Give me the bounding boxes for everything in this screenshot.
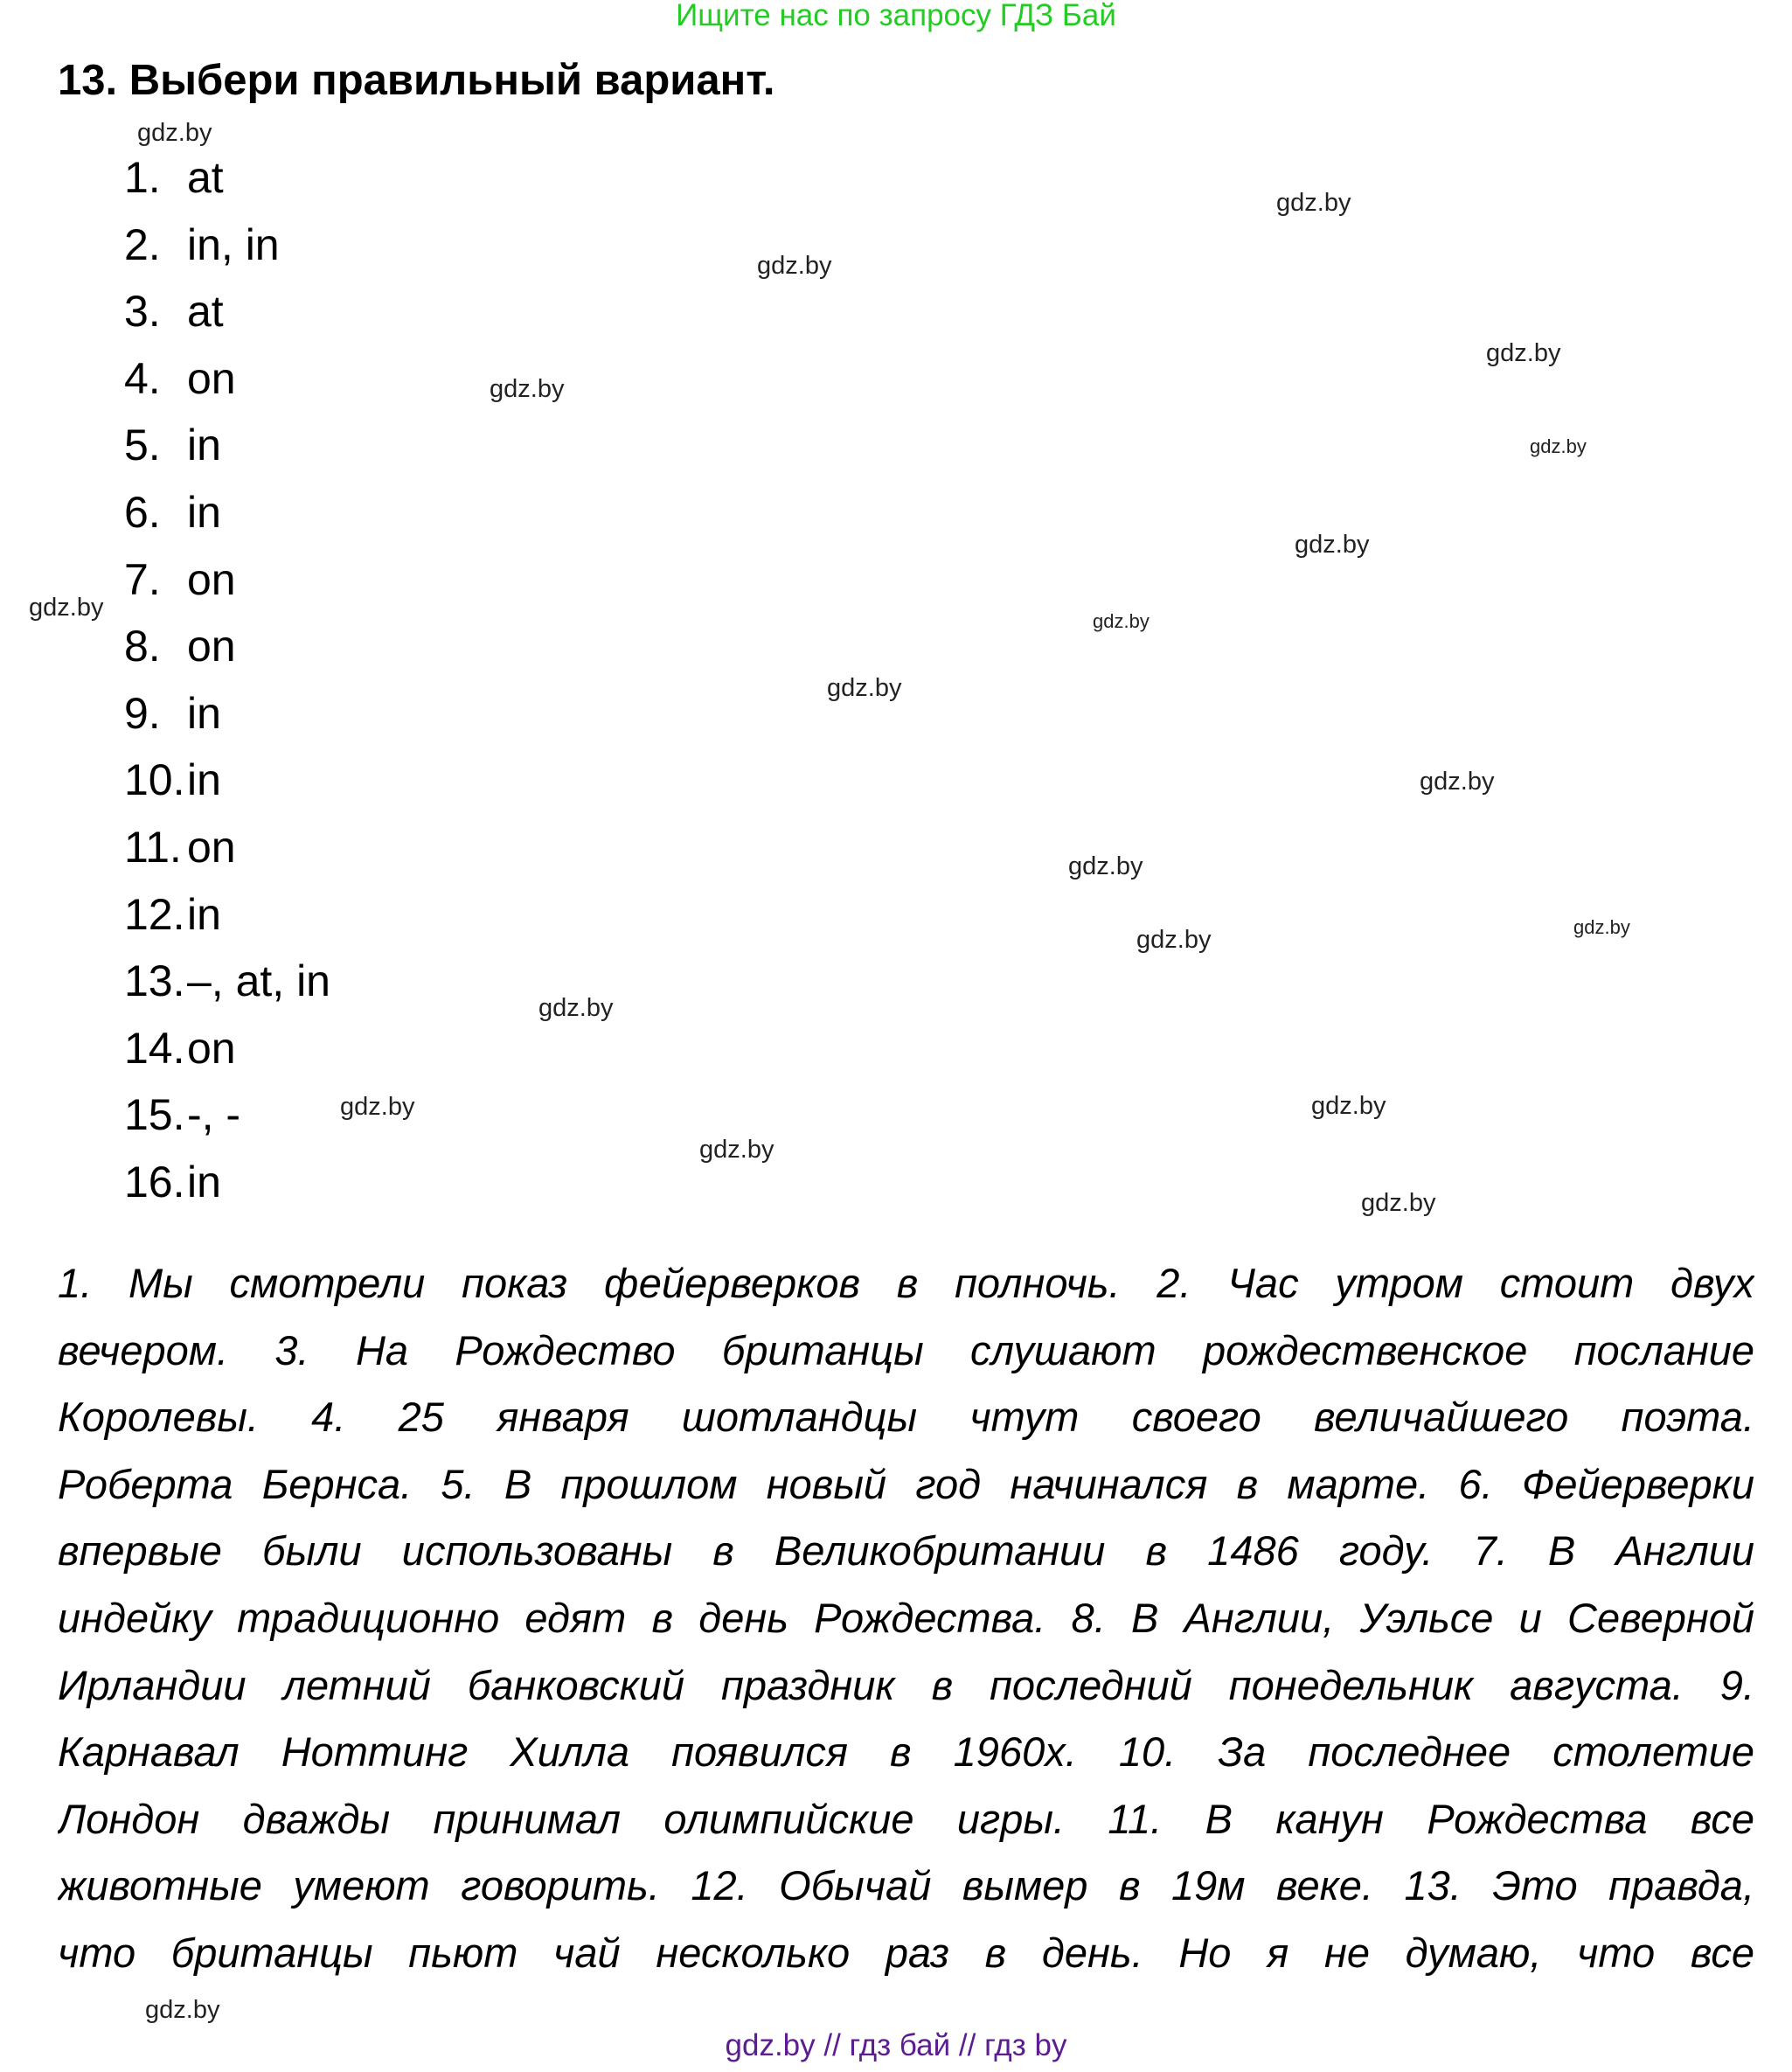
translation-line: Лондон дважды принимал олимпийские игры. 11. В канун Рождества все [58,1795,1754,1842]
translation-paragraph [58,1259,1754,1996]
translation-line: Карнавал Ноттинг Хилла появился в 1960х. 10. За последнее столетие [58,1728,1754,1776]
translation-line: Ирландии летний банковский праздник в последний понедельник августа. 9. [58,1661,1754,1708]
watermark: gdz.by [1573,916,1630,938]
answer-number: 2. [124,219,161,269]
watermark: gdz.by [1486,339,1561,367]
answer-item [124,888,221,941]
answer-text: in [187,1158,221,1206]
answer-item [124,1022,236,1074]
watermark: gdz.by [1068,852,1143,880]
answer-item [124,352,236,405]
watermark: gdz.by [1420,768,1495,796]
translation-line: 1. Мы смотрели показ фейерверков в полночь. 2. Час утром стоит двух [58,1260,1754,1306]
answer-item [124,620,236,672]
answer-item [124,553,236,606]
answer-text: on [187,622,236,671]
answer-number: 7. [124,554,161,604]
exercise-title: 13. Выбери правильный вариант. [58,57,775,104]
watermark: gdz.by [757,252,832,280]
translation-line: что британцы пьют чай несколько раз в день. Но я не думаю, что все [58,1929,1754,1976]
answer-number: 9. [124,688,161,738]
answer-item [124,955,330,1007]
watermark: gdz.by [137,119,212,147]
answer-text: in [187,421,221,470]
watermark: gdz.by [1295,531,1370,559]
answer-text: on [187,1023,236,1073]
answer-text: in [187,488,221,537]
answer-number: 6. [124,488,161,537]
watermark: gdz.by [29,594,104,622]
answer-text: -, - [187,1090,241,1140]
answer-text: in [187,688,221,738]
watermark: gdz.by [1530,435,1587,457]
answer-item [124,151,224,204]
watermark: gdz.by [490,375,565,403]
watermark: gdz.by [1311,1092,1386,1120]
answer-number: 15. [124,1090,185,1140]
watermark: gdz.by [1136,926,1212,954]
answer-text: in [187,889,221,939]
answer-number: 1. [124,153,161,202]
translation-line: впервые были использованы в Великобритании в 1486 году. 7. В Англии [58,1527,1754,1575]
answer-item [124,687,221,740]
answer-text: in [187,755,221,805]
answer-number: 12. [124,889,185,939]
translation-line: Королевы. 4. 25 января шотландцы чтут своего величайшего поэта. [58,1394,1754,1441]
answer-item [124,821,236,873]
watermark: gdz.by [145,1996,220,2024]
search-banner: Ищите нас по запросу ГДЗ Бай [676,0,1116,32]
answer-item [124,1156,221,1208]
answer-text: –, at, in [187,956,330,1006]
watermark: gdz.by [827,674,902,702]
answer-text: on [187,353,236,403]
answer-number: 5. [124,421,161,470]
answer-item [124,219,280,271]
translation-line: вечером. 3. На Рождество британцы слушают рождественское послание [58,1326,1754,1373]
answer-item [124,1088,240,1141]
answer-text: at [187,153,224,202]
answer-item [124,285,224,337]
translation-line: Роберта Бернса. 5. В прошлом новый год начинался в марте. 6. Фейерверки [58,1460,1754,1507]
answer-number: 3. [124,287,161,337]
translation-line: индейку традиционно едят в день Рождества. 8. В Англии, Уэльсе и Северной [58,1594,1754,1641]
answer-number: 16. [124,1158,185,1206]
answer-number: 8. [124,622,161,671]
answer-item [124,754,221,806]
answer-item [124,486,221,539]
answer-text: on [187,823,236,872]
translation-line: животные умеют говорить. 12. Обычай вымер в 19м веке. 13. Это правда, [58,1862,1754,1909]
answer-text: in, in [187,219,280,269]
watermark: gdz.by [538,994,614,1022]
watermark: gdz.by [1276,189,1351,217]
watermark: gdz.by [340,1093,415,1121]
watermark: gdz.by [1361,1189,1436,1217]
answer-text: at [187,287,224,337]
footer-links: gdz.by // гдз бай // гдз by [725,2028,1067,2062]
answer-item [124,419,221,471]
watermark: gdz.by [699,1136,774,1164]
answer-number: 4. [124,353,161,403]
answer-number: 11. [124,823,182,872]
answer-text: on [187,554,236,604]
answer-number: 10. [124,755,185,805]
answer-number: 13. [124,956,185,1006]
answer-number: 14. [124,1023,185,1073]
watermark: gdz.by [1093,610,1150,632]
